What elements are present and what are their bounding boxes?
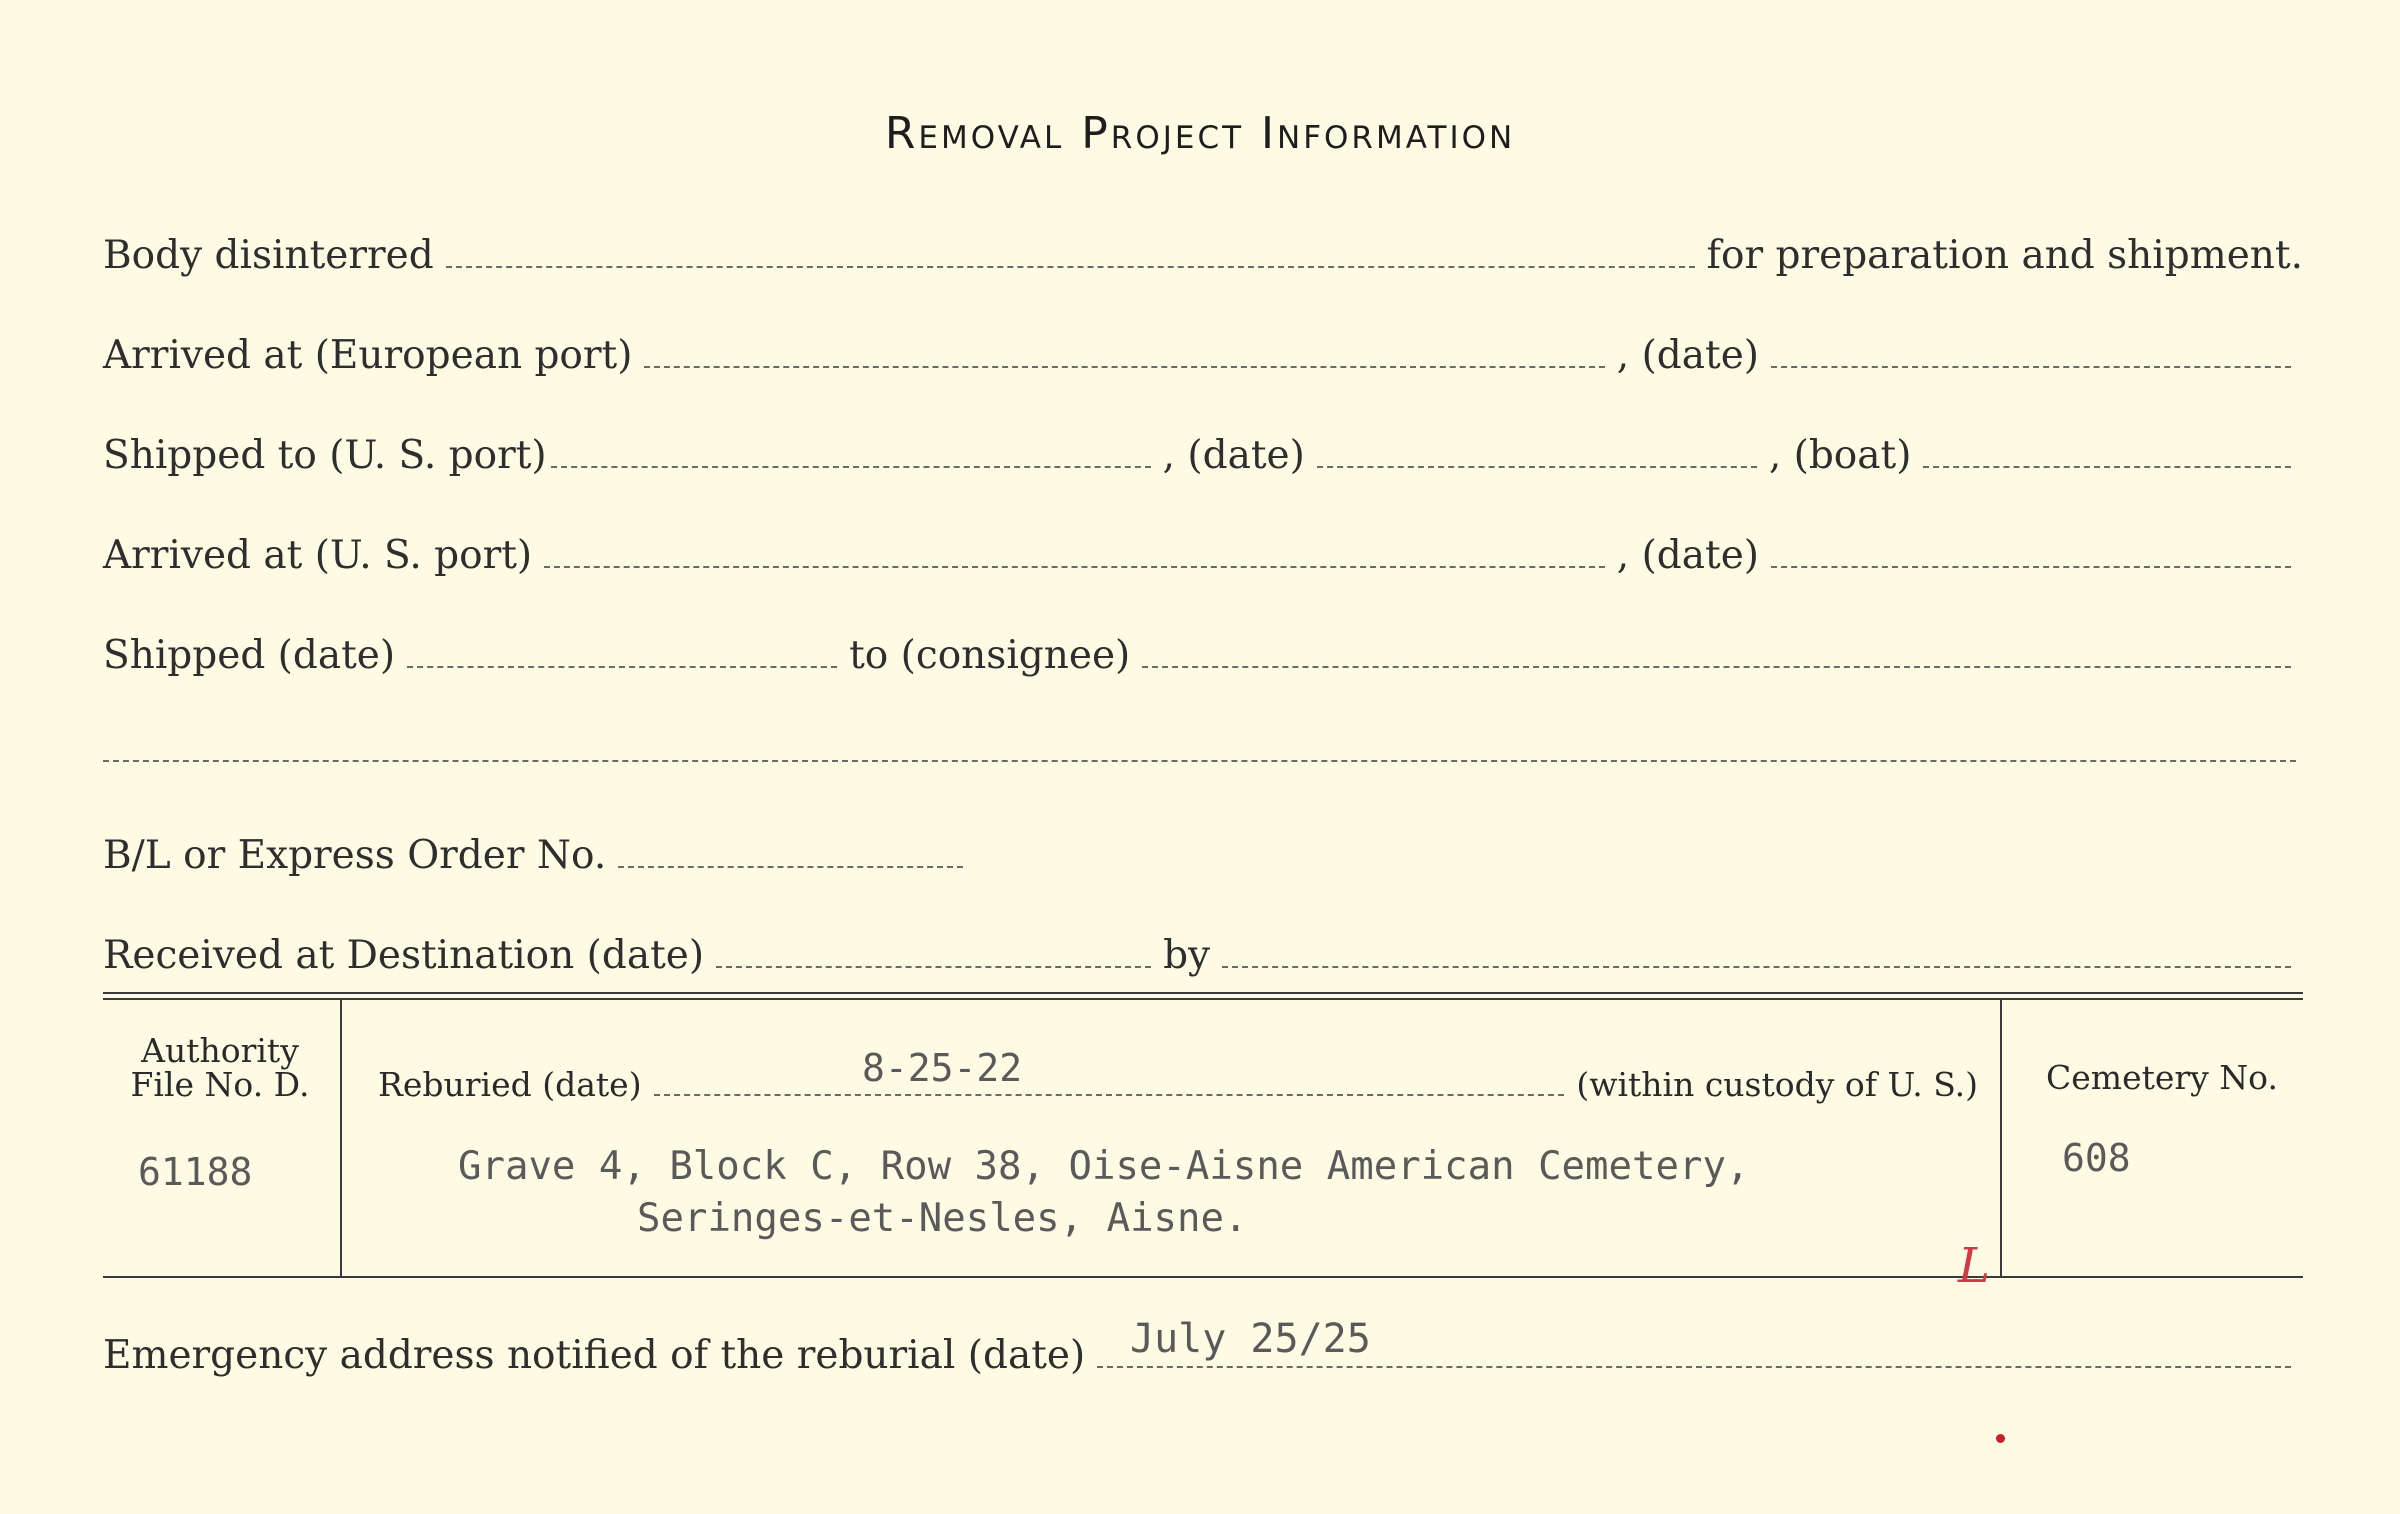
bl-order-line	[103, 818, 2303, 878]
cemetery-number-value: 608	[2062, 1136, 2131, 1180]
arrived-european-date-field[interactable]	[1771, 366, 2291, 368]
arrived-us-port-field[interactable]	[544, 566, 1605, 568]
reburied-line	[378, 1056, 1978, 1104]
shipped-us-port-field[interactable]	[551, 466, 1151, 468]
reburied-date-field[interactable]	[654, 1094, 1565, 1096]
consignee-field[interactable]	[1142, 666, 2291, 668]
arrived-us-line	[103, 518, 2303, 578]
box-top-rule	[103, 992, 2303, 994]
shipped-us-date-field[interactable]	[1317, 466, 1757, 468]
arrived-us-label: Arrived at (U. S. port)	[103, 533, 533, 578]
body-disinterred-suffix: for preparation and shipment.	[1706, 233, 2303, 278]
authority-label	[110, 1031, 330, 1104]
body-disinterred-field[interactable]	[446, 266, 1695, 268]
received-label: Received at Destination (date)	[103, 933, 705, 978]
grave-location-line-1: Grave 4, Block C, Row 38, Oise-Aisne American Cemetery,	[458, 1144, 1750, 1189]
check-mark: L	[1958, 1238, 1990, 1294]
bl-order-field[interactable]	[618, 866, 963, 868]
received-by-field[interactable]	[1222, 966, 2291, 968]
consignee-label: to (consignee)	[849, 633, 1131, 678]
received-date-field[interactable]	[716, 966, 1151, 968]
reburied-label: Reburied (date)	[378, 1065, 642, 1104]
box-divider-left	[340, 1000, 342, 1276]
shipped-date-label: Shipped (date)	[103, 633, 396, 678]
shipped-us-label: Shipped to (U. S. port)	[103, 433, 547, 478]
authority-label-line-1: Authority	[141, 1031, 299, 1070]
received-line	[103, 918, 2303, 978]
page-title: Removal Project Information	[884, 108, 1516, 159]
emergency-date-field[interactable]	[1097, 1366, 2291, 1368]
arrived-european-date-label: , (date)	[1616, 333, 1759, 378]
received-by-label: by	[1163, 933, 1211, 978]
arrived-us-date-label: , (date)	[1616, 533, 1759, 578]
emergency-date-value: July 25/25	[1130, 1316, 1371, 1362]
shipped-date-field[interactable]	[407, 666, 837, 668]
emergency-label: Emergency address notified of the reburial (date)	[103, 1333, 1086, 1378]
body-disinterred-label: Body disinterred	[103, 233, 434, 278]
body-disinterred-line	[103, 218, 2303, 278]
shipped-date-line	[103, 618, 2303, 678]
arrived-european-port-field[interactable]	[644, 366, 1604, 368]
shipped-us-line	[103, 418, 2303, 478]
consignee-continuation-field[interactable]	[103, 760, 2296, 762]
arrived-us-date-field[interactable]	[1771, 566, 2291, 568]
arrived-european-label: Arrived at (European port)	[103, 333, 633, 378]
reburied-date-value: 8-25-22	[862, 1046, 1023, 1090]
shipped-us-boat-field[interactable]	[1923, 466, 2291, 468]
ink-dot	[1996, 1434, 2005, 1443]
box-top-rule-2	[103, 998, 2303, 1000]
shipped-us-boat-label: , (boat)	[1768, 433, 1912, 478]
authority-label-line-2: File No. D.	[130, 1065, 310, 1104]
grave-location-line-2: Seringes-et-Nesles, Aisne.	[637, 1196, 1248, 1241]
custody-label: (within custody of U. S.)	[1576, 1065, 1978, 1104]
bl-order-label: B/L or Express Order No.	[103, 833, 607, 878]
authority-file-number: 61188	[138, 1150, 253, 1194]
box-divider-right	[2000, 1000, 2002, 1276]
shipped-us-date-label: , (date)	[1162, 433, 1305, 478]
arrived-european-line	[103, 318, 2303, 378]
cemetery-number-label: Cemetery No.	[2046, 1058, 2278, 1097]
